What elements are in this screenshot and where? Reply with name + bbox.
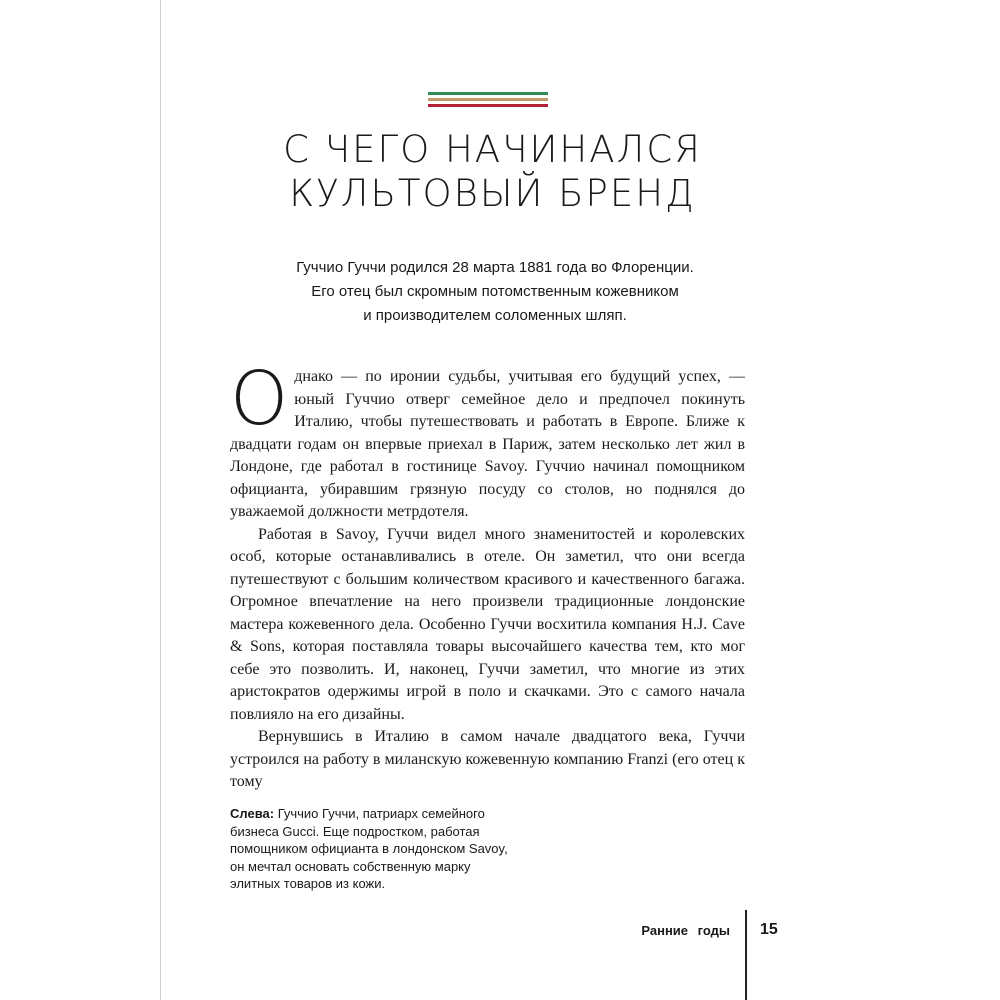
running-footer-section: Ранние годы bbox=[641, 923, 730, 938]
body-paragraph-1-text: днако — по иронии судьбы, учитывая его будущий успех, — юный Гуччио отверг семейное дело и предпочел покинуть Италию, чтобы путешествовать и работать в Европе. Ближе к двадцати годам он впервые приехал в Париж, затем несколько лет жил в Лондоне, где работал в гостинице Savoy. Гуччио начинал помощником официанта, убиравшим грязную посуду со столов, но поднялся до уважаемой должности метрдотеля. bbox=[230, 368, 745, 520]
lead-paragraph bbox=[230, 256, 760, 328]
lead-line-2: Его отец был скромным потомственным кожевником bbox=[311, 283, 679, 300]
chapter-title-line-2: КУЛЬТОВЫЙ БРЕНД bbox=[289, 172, 696, 215]
color-stripe-ornament bbox=[428, 92, 548, 107]
stripe-red bbox=[428, 104, 548, 107]
body-paragraph-3: Вернувшись в Италию в самом начале двадцатого века, Гуччи устроился на работу в миланскую кожевенную компанию Franzi (его отец к тому bbox=[230, 728, 745, 790]
page-number: 15 bbox=[760, 921, 778, 938]
body-paragraph-1 bbox=[230, 356, 745, 524]
drop-cap: О bbox=[230, 356, 289, 442]
caption-text: Гуччио Гуччи, патриарх семейного бизнеса Gucci. Еще подростком, работая помощником официанта в лондонском Savoy, он мечтал основать собственную марку элитных товаров из кожи. bbox=[230, 806, 508, 891]
lead-line-1: Гуччио Гуччи родился 28 марта 1881 года во Флоренции. bbox=[296, 259, 694, 276]
chapter-title bbox=[200, 128, 785, 216]
body-text bbox=[230, 356, 745, 794]
caption-label: Слева: bbox=[230, 806, 275, 821]
footer-vertical-rule bbox=[745, 910, 747, 1000]
page-edge bbox=[160, 0, 161, 1000]
lead-line-3: и производителем соломенных шляп. bbox=[363, 307, 627, 324]
chapter-title-line-1: С ЧЕГО НАЧИНАЛСЯ bbox=[283, 128, 702, 171]
photo-caption bbox=[230, 805, 515, 893]
body-paragraph-2: Работая в Savoy, Гуччи видел много знаменитостей и королевских особ, которые останавливались в отеле. Он заметил, что они всегда путешествуют с большим количеством красивого и качественного багажа. Огромное впечатление на него произвели традиционные лондонские мастера кожевенного дела. Особенно Гуччи восхитила компания H.J. Cave & Sons, которая поставляла товары высочайшего качества тем, кто мог себе это позволить. И, наконец, Гуччи заметил, что многие из этих аристократов одержимы игрой в поло и скачками. Это с самого начала повлияло на его дизайны. bbox=[230, 525, 745, 723]
